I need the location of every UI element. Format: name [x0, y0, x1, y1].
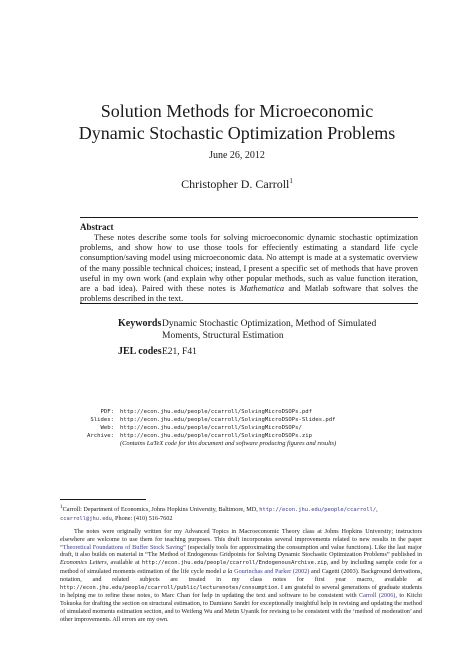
paper-author	[0, 177, 474, 192]
paper-date: June 26, 2012	[209, 150, 265, 161]
ack-text-3: , available at	[106, 559, 142, 567]
footnote-author-comma: ,	[376, 506, 378, 514]
paper-title	[0, 100, 474, 144]
link-label-slides: Slides:	[90, 417, 114, 423]
title-line-1: Solution Methods for Microeconomic	[100, 101, 374, 121]
footnote-author-text: Carroll: Department of Economics, Johns Hopkins University, Baltimore, MD,	[62, 506, 258, 514]
ack-text-8: , to Kiichi Tokuoka for drafting the section on structural estimation, to Damiano Sandri for exceptionally insightful help in revising and updating the method of simulated moments estimation section, and to Weifeng Wu and Metin Uyanik for revising to be consistent with the ‘method of moderation’ and other improvements. All errors are my own.	[60, 592, 422, 623]
link-url-web[interactable]: http://econ.jhu.edu/people/ccarroll/SolvingMicroDSOPs/	[120, 425, 302, 431]
ack-ala: a la	[222, 567, 233, 575]
link-url-slides[interactable]: http://econ.jhu.edu/people/ccarroll/SolvingMicroDSOPs-Slides.pdf	[120, 417, 336, 423]
abstract-text-part2: and Matlab software that solves the problems described in the text.	[80, 284, 418, 304]
author-name: Christopher D. Carroll	[181, 177, 290, 191]
link-label-archive: Archive:	[87, 433, 114, 439]
link-label-pdf: PDF:	[100, 409, 114, 415]
ack-text-4: , and by including sample code for a method of simulated moments estimation of the life cycle model	[60, 559, 422, 575]
abstract-text-part1: These notes describe some tools for solving microeconomic dynamic stochastic optimization problems, and show how to use those tools for effeciently estimating a standard life cycle consumption/saving model using microeconomic data. No attempt is made at a systematic overview of the many possible technical choices; instead, I present a specific set of methods that have proven useful in my own work (and explain why other popular methods, such as value function iteration, are a bad idea). Paired with these notes is	[80, 233, 418, 294]
abstract-top-rule	[80, 217, 418, 218]
link-row-pdf	[60, 408, 420, 416]
link-row-web	[60, 424, 420, 432]
keywords-label: Keywords	[118, 318, 162, 329]
title-line-2: Dynamic Stochastic Optimization Problems	[78, 123, 396, 143]
ack-cite-2[interactable]: Carroll (2006)	[358, 592, 396, 600]
abstract-heading: Abstract	[80, 222, 114, 232]
link-url-pdf[interactable]: http://econ.jhu.edu/people/ccarroll/SolvingMicroDSOPs.pdf	[120, 409, 312, 415]
footnote-author-phone: , Phone: (410) 516-7602	[111, 514, 173, 522]
jel-label: JEL codes	[118, 346, 162, 357]
ack-text-2: (especially tools for approximating the consumption and value functions). Like the last major draft, it also builds on material in “The Method of Endogenous Gridpoints for Solving Dynamic Stochastic Optimization Problems” published in	[60, 543, 422, 559]
author-footnote-mark[interactable]: 1	[289, 177, 293, 185]
footnote-acknowledgements	[60, 528, 422, 624]
ack-journal: Economics Letters	[60, 559, 107, 567]
jel-value: E21, F41	[162, 347, 197, 357]
link-row-slides	[60, 416, 420, 424]
footnote-author-url[interactable]: http://econ.jhu.edu/people/ccarroll/	[259, 507, 377, 514]
link-url-archive[interactable]: http://econ.jhu.edu/people/ccarroll/SolvingMicroDSOPs.zip	[120, 433, 312, 439]
ack-text-1: The notes were originally written for my Advanced Topics in Macroeconomic Theory class at Johns Hopkins University; instructors elsewhere are welcome to use them for teaching purposes. This draft incorporates several improvements related to new results in the paper	[60, 528, 422, 543]
ack-url-1[interactable]: http://econ.jhu.edu/people/ccarroll/EndogenousArchive.zip	[141, 560, 327, 567]
ack-text-7: . I am grateful to several generations of graduate students in helping me to refine these notes, to Marc Chan for help in updating the text and software to be consistent with	[60, 583, 422, 600]
ack-paper-link[interactable]: “Theoretical Foundations of Buffer Stock Saving”	[60, 543, 186, 551]
footnote-mark: 1	[60, 504, 63, 510]
ack-text-6: and Cagetti (2003). Background derivations, notation, and related subjects are treated in my class notes for first year macro, available at	[60, 567, 423, 583]
download-links	[60, 408, 420, 448]
keywords-value: Dynamic Stochastic Optimization, Method of Simulated Moments, Structural Estimation	[162, 319, 377, 341]
ack-cite-1[interactable]: Gourinchas and Parker (2002)	[234, 567, 310, 575]
ack-url-2[interactable]: http://econ.jhu.edu/people/ccarroll/public/lecturenotes/consumption	[60, 584, 278, 591]
abstract-text	[80, 233, 418, 304]
abstract-bottom-rule	[80, 303, 418, 304]
link-label-web: Web:	[100, 425, 114, 431]
link-row-archive	[60, 432, 420, 440]
abstract-text-italic: Mathematica	[239, 284, 285, 294]
links-note: (Contains LaTeX code for this document and software producing figures and results)	[120, 440, 337, 447]
footnote-author-email[interactable]: ccarroll@jhu.edu	[60, 515, 112, 522]
footnote-rule	[60, 499, 146, 500]
footnote-author	[60, 504, 422, 524]
